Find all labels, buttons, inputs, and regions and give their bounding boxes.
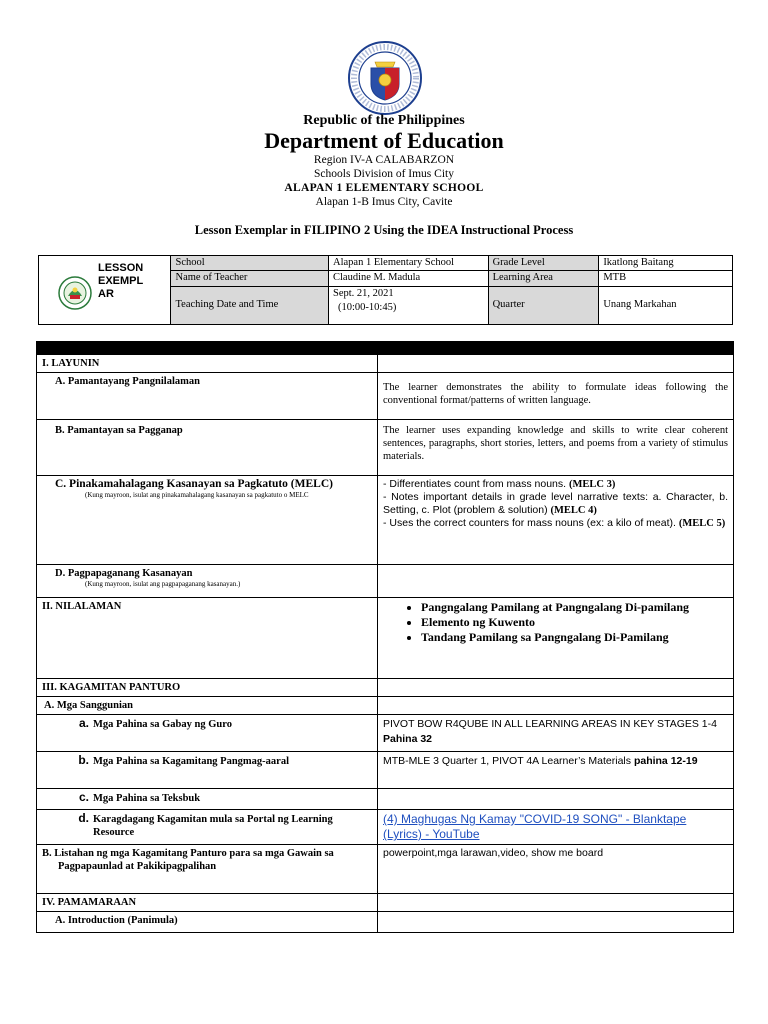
division-text: Schools Division of Imus City — [314, 168, 454, 180]
lesson-label-line: LESSON — [98, 262, 144, 274]
teksbuk-label: Mga Pahina sa Teksbuk — [93, 793, 201, 804]
item-letter: b. — [78, 753, 89, 767]
teacher-label: Name of Teacher — [171, 271, 329, 286]
lesson-label-line: AR — [98, 288, 114, 300]
table-row — [37, 789, 734, 810]
teaching-date-label: Teaching Date and Time — [171, 286, 329, 324]
item-letter: a. — [78, 716, 89, 730]
pamantayan-pagganap-label: B. Pamantayan sa Pagganap — [37, 420, 378, 476]
grade-level-value: Ikatlong Baitang — [599, 256, 733, 271]
gabay-guro-page: Pahina 32 — [383, 733, 433, 745]
melc-code: (MELC 5) — [678, 518, 726, 529]
pamantayang-pangnilalaman-value: The learner demonstrates the ability to formulate ideas following the conventional format/patterns of written language. — [378, 373, 734, 420]
kagamitan-heading: III. KAGAMITAN PANTURO — [37, 679, 378, 697]
school-value: Alapan 1 Elementary School — [329, 256, 489, 271]
lesson-plan-table — [36, 341, 734, 933]
teacher-value: Claudine M. Madula — [329, 271, 489, 286]
list-item: • Tandang Pamilang sa Pangngalang Di-Pamilang — [421, 630, 728, 645]
youtube-video-link[interactable]: (4) Maghugas Ng Kamay "COVID-19 SONG" - Blanktape (Lyrics) - YouTube — [383, 812, 687, 841]
table-row — [37, 752, 734, 789]
table-row — [37, 697, 734, 715]
melc-note: (Kung mayroon, isulat ang pinakamahalagang kasanayan sa pagkatuto o MELC — [85, 491, 309, 499]
lesson-label-line: EXEMPL — [98, 275, 144, 287]
lesson-exemplar-label — [98, 262, 158, 301]
pagpapaganang-kasanayan-note: (Kung mayroon, isulat ang pagpapaganang kasanayan.) — [85, 580, 241, 588]
quarter-value: Unang Markahan — [599, 286, 733, 324]
date-text: Sept. 21, 2021 — [333, 287, 394, 299]
kagamitang-pangmag-aaral-label: Mga Pahina sa Kagamitang Pangmag-aaral — [93, 756, 289, 767]
school-logo — [58, 276, 92, 310]
grade-level-label: Grade Level — [488, 256, 599, 271]
learners-materials-text: MTB-MLE 3 Quarter 1, PIVOT 4A Learner’s Materials — [383, 755, 632, 767]
learning-area-label: Learning Area — [488, 271, 599, 286]
pagpapaganang-kasanayan-label: D. Pagpapaganang Kasanayan — [55, 568, 193, 579]
list-item: • Pangngalang Pamilang at Pangngalang Di-pamilang — [421, 600, 728, 615]
table-row — [37, 845, 734, 894]
table-row — [37, 679, 734, 697]
learning-area-value: MTB — [599, 271, 733, 286]
school-heading: ALAPAN 1 ELEMENTARY SCHOOL — [284, 182, 484, 194]
melc-item: - Uses the correct counters for mass nouns (ex: a kilo of meat). — [383, 517, 676, 529]
listahan-kagamitan-value: powerpoint,mga larawan,video, show me board — [378, 845, 734, 894]
nilalaman-value — [378, 598, 734, 679]
pamamaraan-heading: IV. PAMAMARAAN — [37, 894, 378, 912]
table-header-bar — [37, 342, 734, 355]
gabay-guro-value — [378, 715, 734, 752]
teksbuk-label-cell — [37, 789, 378, 810]
table-row — [37, 373, 734, 420]
table-row — [37, 420, 734, 476]
table-row — [37, 715, 734, 752]
document-title: Lesson Exemplar in FILIPINO 2 Using the IDEA Instructional Process — [194, 223, 574, 237]
item-letter: c. — [78, 790, 89, 804]
region-text: Region IV-A CALABARZON — [313, 154, 455, 166]
melc-code: (MELC 4) — [550, 505, 597, 516]
lesson-info-table — [38, 255, 733, 325]
listahan-kagamitan-label: B. Listahan ng mga Kagamitang Panturo para sa mga Gawain sa Pagpapaunlad at Pakikipagpalihan — [42, 848, 334, 872]
time-text: (10:00-10:45) — [338, 301, 397, 313]
department-heading: Department of Education — [264, 128, 504, 153]
melc-label: C. Pinakamahalagang Kasanayan sa Pagkatuto (MELC) — [55, 478, 333, 490]
introduction-label: A. Introduction (Panimula) — [37, 912, 378, 933]
melc-item: - Notes important details in grade level narrative texts: a. Character, b. Setting, c. Plot (problem & solution) — [383, 491, 728, 516]
nilalaman-heading: II. NILALAMAN — [37, 598, 378, 679]
table-row — [37, 598, 734, 679]
table-row — [37, 894, 734, 912]
melc-value — [378, 476, 734, 565]
item-letter: d. — [78, 811, 89, 825]
gabay-guro-text: PIVOT BOW R4QUBE IN ALL LEARNING AREAS IN KEY STAGES 1-4 — [383, 718, 717, 730]
quarter-label: Quarter — [488, 286, 599, 324]
school-label: School — [171, 256, 329, 271]
listahan-kagamitan-label-cell — [37, 845, 378, 894]
melc-label-cell — [37, 476, 378, 565]
table-row — [37, 355, 734, 373]
sanggunian-heading: A. Mga Sanggunian — [37, 697, 378, 715]
portal-resource-label-cell — [37, 810, 378, 845]
learners-materials-page: pahina 12-19 — [633, 755, 698, 767]
pamantayang-pangnilalaman-label: A. Pamantayang Pangnilalaman — [37, 373, 378, 420]
portal-resource-value — [378, 810, 734, 845]
melc-code: (MELC 3) — [568, 479, 616, 490]
gabay-guro-label: Mga Pahina sa Gabay ng Guro — [93, 719, 232, 730]
school-address: Alapan 1-B Imus City, Cavite — [315, 196, 453, 208]
kagamitang-pangmag-aaral-value — [378, 752, 734, 789]
table-row — [37, 912, 734, 933]
deped-seal-logo — [347, 40, 423, 116]
list-item: • Elemento ng Kuwento — [421, 615, 728, 630]
portal-resource-label: Karagdagang Kagamitan mula sa Portal ng Learning Resource — [93, 814, 333, 838]
table-row — [37, 810, 734, 845]
pamantayan-pagganap-value: The learner uses expanding knowledge and skills to write clear coherent sentences, paragraphs, short stories, letters, and poems from a variety of stimulus materials. — [378, 420, 734, 476]
gabay-guro-label-cell — [37, 715, 378, 752]
pagpapaganang-kasanayan-cell — [37, 565, 378, 598]
melc-item: - Differentiates count from mass nouns. — [383, 478, 567, 490]
nilalaman-list — [383, 600, 728, 645]
table-row — [37, 565, 734, 598]
republic-heading: Republic of the Philippines — [303, 113, 465, 128]
kagamitang-pangmag-aaral-label-cell — [37, 752, 378, 789]
layunin-heading: I. LAYUNIN — [37, 355, 378, 373]
teaching-date-value — [329, 286, 489, 324]
table-row — [37, 476, 734, 565]
lesson-exemplar-label-cell — [39, 256, 171, 325]
